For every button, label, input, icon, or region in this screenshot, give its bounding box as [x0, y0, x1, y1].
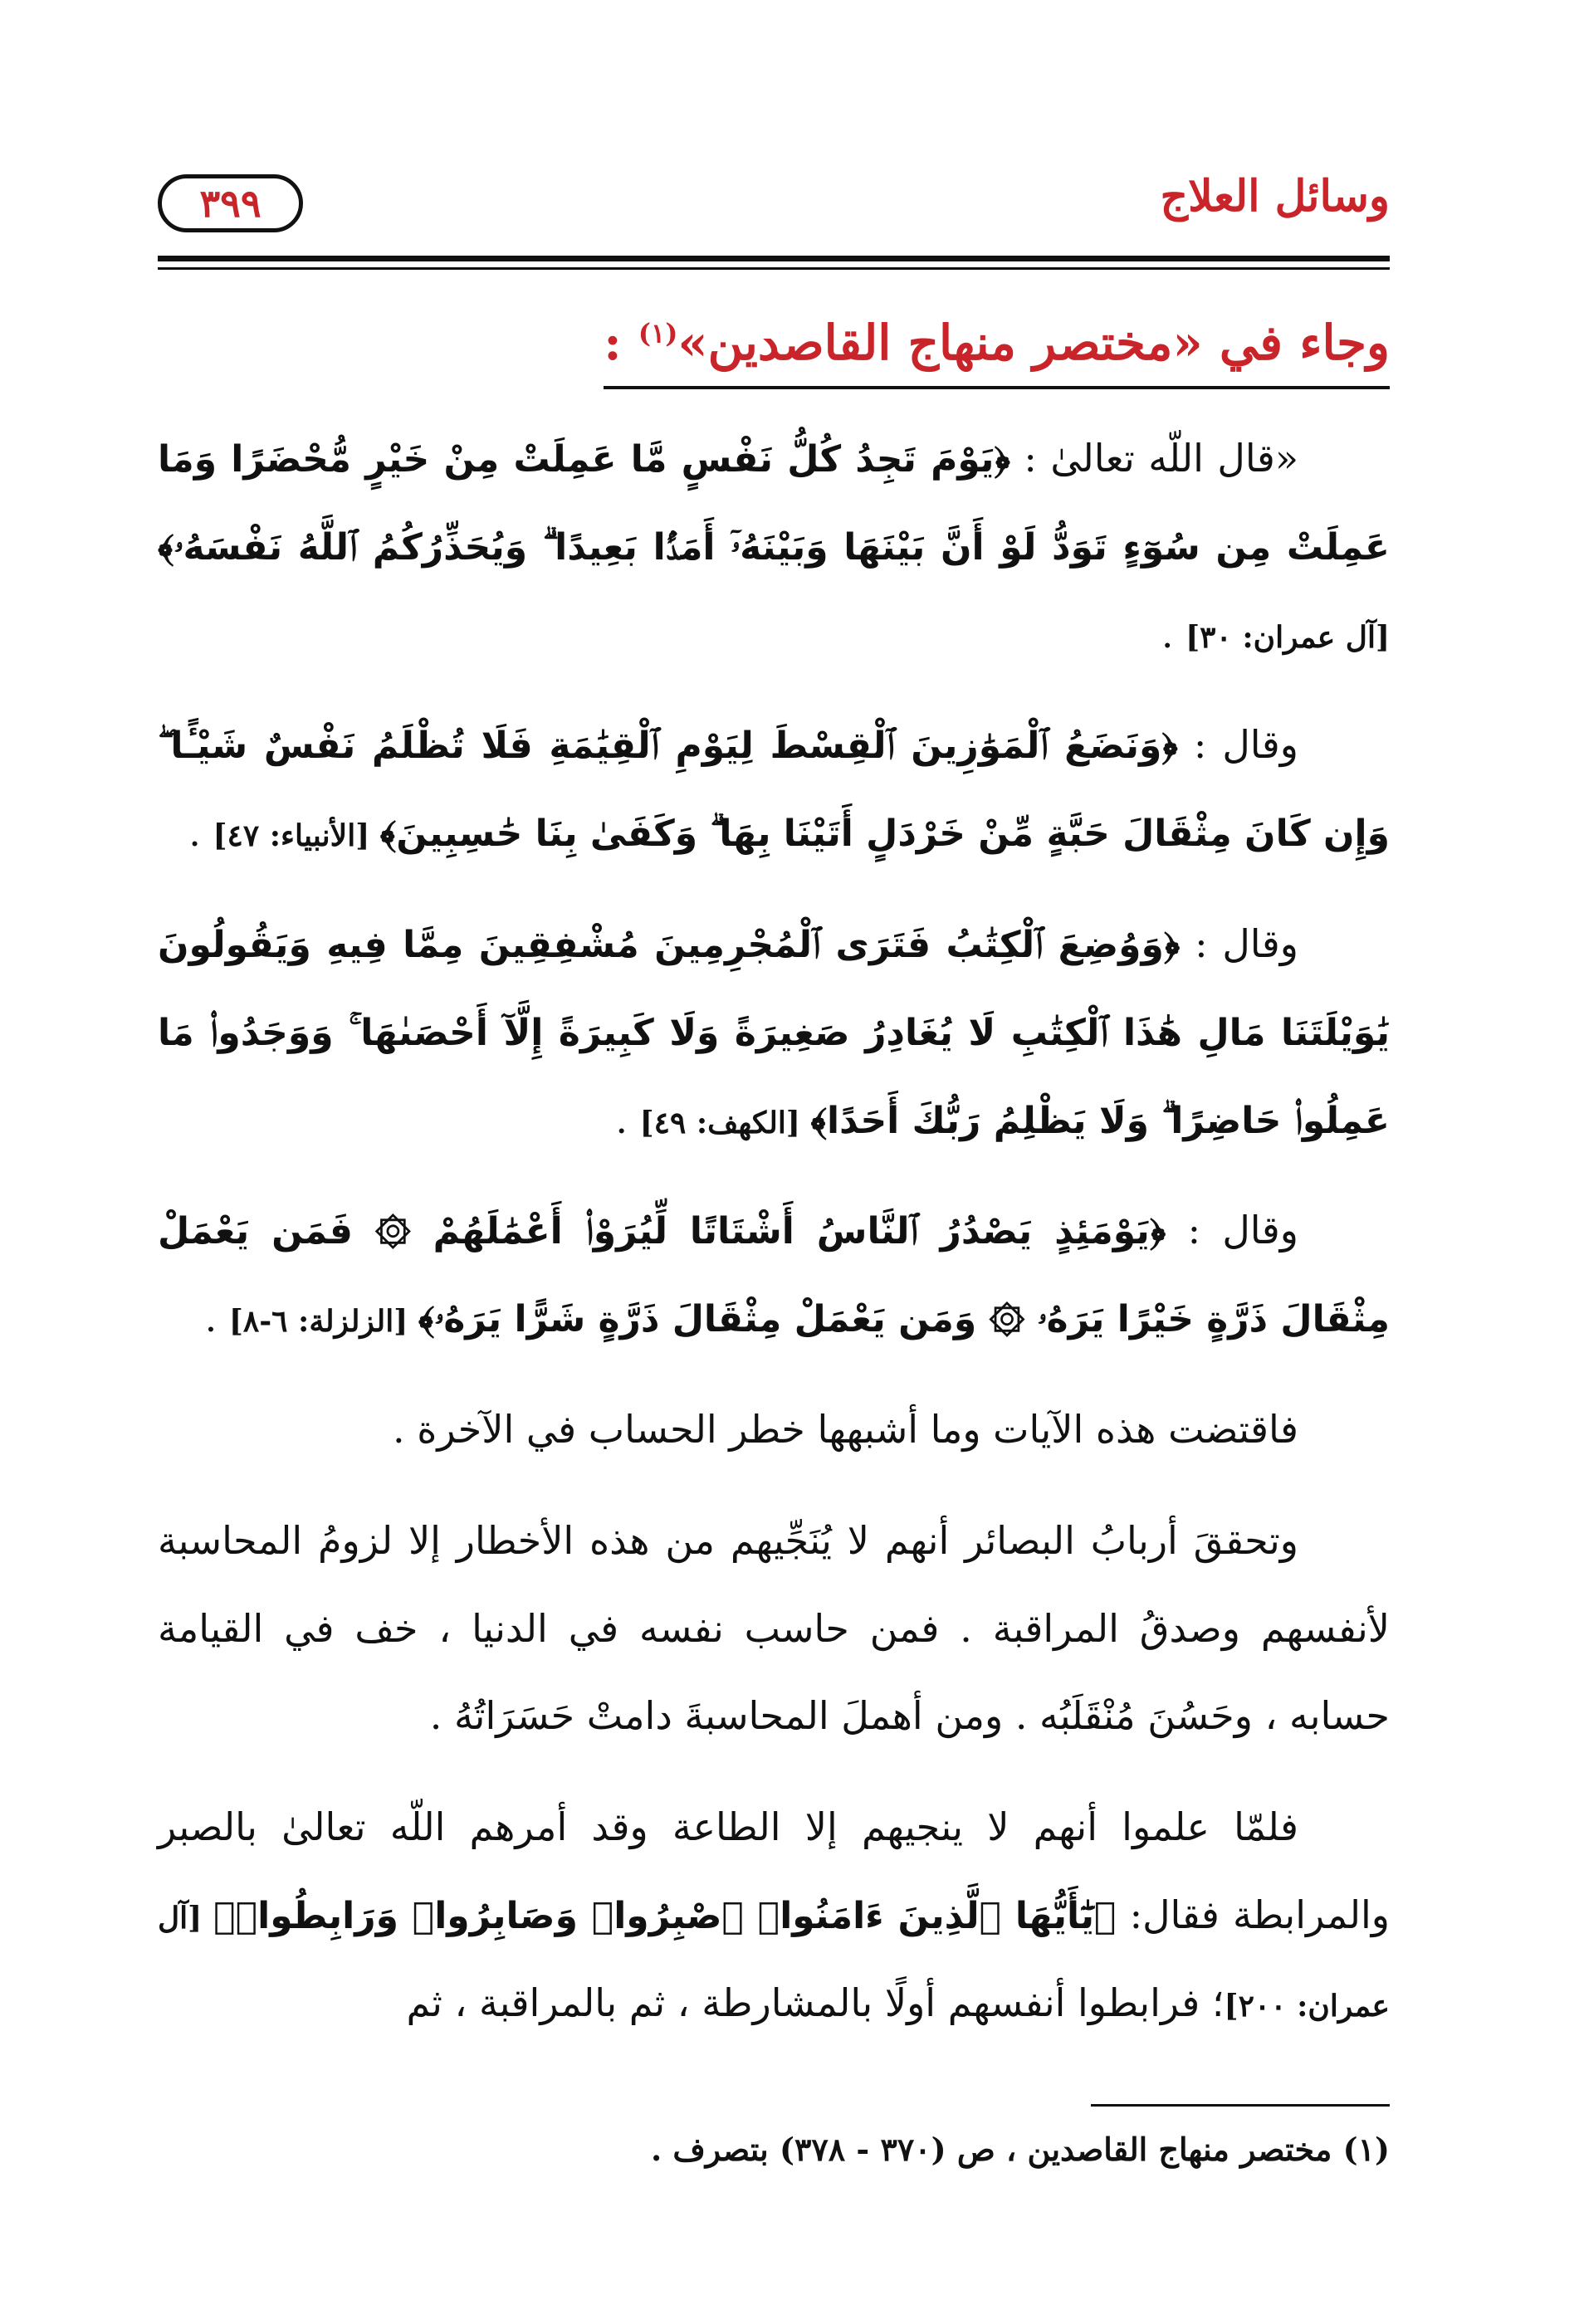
verse-reference: [الزلزلة: ٦-٨] — [228, 1304, 418, 1340]
verse-reference: [الكهف: ٤٩] — [639, 1105, 811, 1140]
verse-reference: [آل عمران: ٣٠] — [1185, 619, 1390, 655]
paragraph-lead: وقال : — [1180, 920, 1299, 966]
paragraph-tail: . — [1161, 611, 1186, 657]
quran-verse: ﴿يَٰٓأَيُّهَا ٱلَّذِينَ ءَامَنُوا۟ ٱصْبِرُوا۟ وَصَابِرُوا۟ وَرَابِطُوا۟﴾ — [213, 1894, 1117, 1937]
paragraph — [158, 1187, 1390, 1363]
paragraph — [158, 1784, 1390, 2047]
footnote-reference[interactable]: (١) — [638, 317, 678, 349]
paragraph — [158, 415, 1390, 678]
paragraph — [158, 901, 1390, 1164]
paragraph-tail: . — [188, 810, 213, 856]
section-heading-text: وجاء في «مختصر منهاج القاصدين» — [677, 315, 1390, 371]
running-title: وسائل العلاج — [1160, 171, 1390, 222]
paragraph-lead: وقال : — [1177, 722, 1298, 768]
paragraph — [158, 1386, 1390, 1474]
paragraph-lead: فاقتضت هذه الآيات وما أشبهها خطر الحساب في الآخرة . — [393, 1406, 1298, 1452]
paragraph-lead: وقال : — [1166, 1208, 1298, 1253]
paragraph-tail: . — [615, 1096, 640, 1142]
header-rule-thick — [158, 256, 1390, 261]
page-number-badge: ٣٩٩ — [158, 174, 303, 232]
footnote-separator — [1091, 2104, 1390, 2107]
paragraph-lead: وتحققَ أربابُ البصائر أنهم لا يُنَجِّيهم من هذه الأخطار إلا لزومُ المحاسبة لأنفسهم وصدقُ المراقبة . فمن حاسب نفسه في الدنيا ، خف في القيامة حسابه ، وحَسُنَ مُنْقَلَبُه . ومن أهملَ المحاسبةَ دامتْ حَسَرَاتُهُ . — [158, 1517, 1390, 1739]
paragraph-lead: فلمّا علموا أنهم لا ينجيهم إلا الطاعة وقد أمرهم اللّه تعالىٰ بالصبر والمرابطة فقال: — [158, 1804, 1390, 1937]
section-heading — [604, 307, 1390, 389]
quran-verse: ﴿وَنَضَعُ ٱلْمَوَٰزِينَ ٱلْقِسْطَ لِيَوْمِ ٱلْقِيَٰمَةِ فَلَا تُظْلَمُ نَفْسٌ شَيْـًٔا ۖ وَإِن كَانَ مِثْقَالَ حَبَّةٍ مِّنْ خَرْدَلٍ أَتَيْنَا بِهَا ۗ وَكَفَىٰ بِنَا حَٰسِبِينَ﴾ — [158, 725, 1390, 856]
footnote: (١) مختصر منهاج القاصدين ، ص (٣٧٠ - ٣٧٨) بتصرف . — [650, 2131, 1390, 2168]
page-header — [158, 163, 1390, 254]
paragraph — [158, 1497, 1390, 1760]
verse-reference: [الأنبياء: ٤٧] — [213, 818, 380, 854]
body-text — [158, 415, 1390, 2071]
paragraph-tail: . — [204, 1296, 229, 1341]
verse-reference: [آل عمران: ٢٠٠] — [158, 1900, 1390, 2024]
quran-verse: ﴿وَوُضِعَ ٱلْكِتَٰبُ فَتَرَى ٱلْمُجْرِمِينَ مُشْفِقِينَ مِمَّا فِيهِ وَيَقُولُونَ يَٰوَيْلَتَنَا مَالِ هَٰذَا ٱلْكِتَٰبِ لَا يُغَادِرُ صَغِيرَةً وَلَا كَبِيرَةً إِلَّآ أَحْصَىٰهَا ۚ وَوَجَدُوا۟ مَا عَمِلُوا۟ حَاضِرًا ۗ وَلَا يَظْلِمُ رَبُّكَ أَحَدًا﴾ — [158, 923, 1390, 1142]
paragraph-lead: «قال اللّه تعالىٰ : — [1009, 436, 1298, 481]
section-heading-colon: : — [604, 315, 638, 371]
quran-verse: ﴿يَوْمَ تَجِدُ كُلُّ نَفْسٍ مَّا عَمِلَتْ مِنْ خَيْرٍ مُّحْضَرًا وَمَا عَمِلَتْ مِن سُوٓءٍ تَوَدُّ لَوْ أَنَّ بَيْنَهَا وَبَيْنَهُۥٓ أَمَدًۢا بَعِيدًا ۗ وَيُحَذِّرُكُمُ ٱللَّهُ نَفْسَهُۥ﴾ — [158, 438, 1390, 569]
paragraph-tail: ؛ فرابطوا أنفسهم أولًا بالمشارطة ، ثم بالمراقبة ، ثم — [406, 1980, 1225, 2025]
quran-verse: ﴿يَوْمَئِذٍ يَصْدُرُ ٱلنَّاسُ أَشْتَاتًا لِّيُرَوْا۟ أَعْمَٰلَهُمْ ۞ فَمَن يَعْمَلْ مِثْقَالَ ذَرَّةٍ خَيْرًا يَرَهُۥ ۞ وَمَن يَعْمَلْ مِثْقَالَ ذَرَّةٍ شَرًّا يَرَهُۥ﴾ — [158, 1210, 1390, 1341]
paragraph — [158, 701, 1390, 877]
header-rule-thin — [158, 267, 1390, 270]
